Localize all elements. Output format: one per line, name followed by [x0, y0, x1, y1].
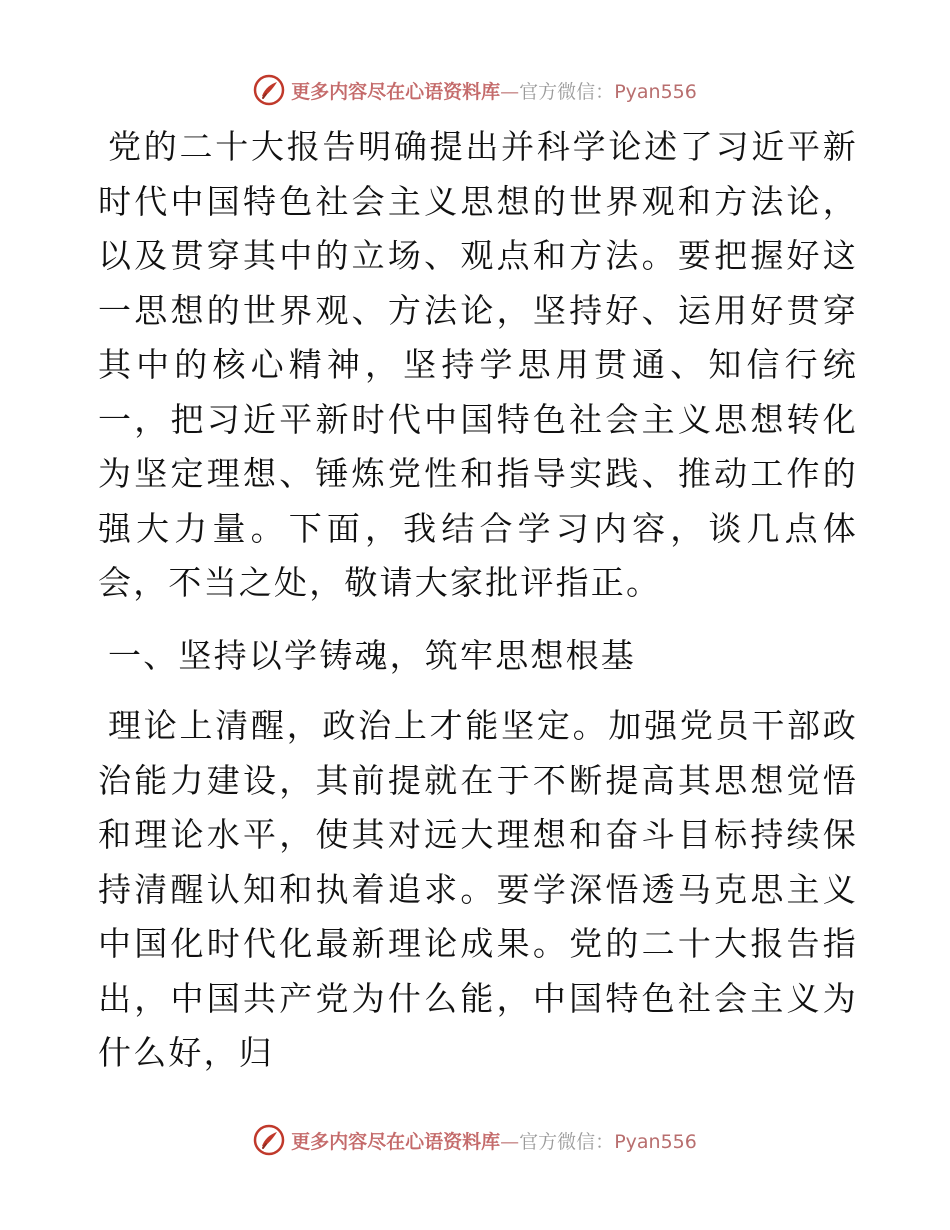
- banner-wechat-id: Pyan556: [614, 80, 697, 103]
- banner-separator: —: [500, 80, 520, 103]
- banner-separator: —: [500, 1130, 520, 1153]
- banner-wechat-id: Pyan556: [614, 1130, 697, 1153]
- banner-wechat-label: 官方微信：: [519, 80, 615, 103]
- banner-text: [291, 77, 697, 104]
- header-watermark-banner: [0, 70, 950, 110]
- body-paragraph-1: 党的二十大报告明确提出并科学论述了习近平新时代中国特色社会主义思想的世界观和方法论，以及贯穿其中的立场、观点和方法。要把握好这一思想的世界观、方法论，坚持好、运用好贯穿其中的核心精神，坚持学思用贯通、知信行统一，把习近平新时代中国特色社会主义思想转化为坚定理想、锤炼党性和指导实践、推动工作的强大力量。下面，我结合学习内容，谈几点体会，不当之处，敬请大家批评指正。: [98, 127, 858, 602]
- pen-logo-icon: [253, 74, 285, 106]
- pen-logo-icon: [253, 1124, 285, 1156]
- footer-watermark-banner: [0, 1120, 950, 1160]
- banner-brand: 更多内容尽在心语资料库: [291, 80, 501, 103]
- section-heading-1: 一、坚持以学铸魂，筑牢思想根基: [108, 635, 636, 675]
- banner-text: [291, 1127, 697, 1154]
- body-paragraph-2: 理论上清醒，政治上才能坚定。加强党员干部政治能力建设，其前提就在于不断提高其思想觉悟和理论水平，使其对远大理想和奋斗目标持续保持清醒认知和执着追求。要学深悟透马克思主义中国化时代化最新理论成果。党的二十大报告指出，中国共产党为什么能，中国特色社会主义为什么好，归: [98, 706, 858, 1072]
- document-body: [98, 120, 858, 1081]
- banner-brand: 更多内容尽在心语资料库: [291, 1130, 501, 1153]
- banner-wechat-label: 官方微信：: [519, 1130, 615, 1153]
